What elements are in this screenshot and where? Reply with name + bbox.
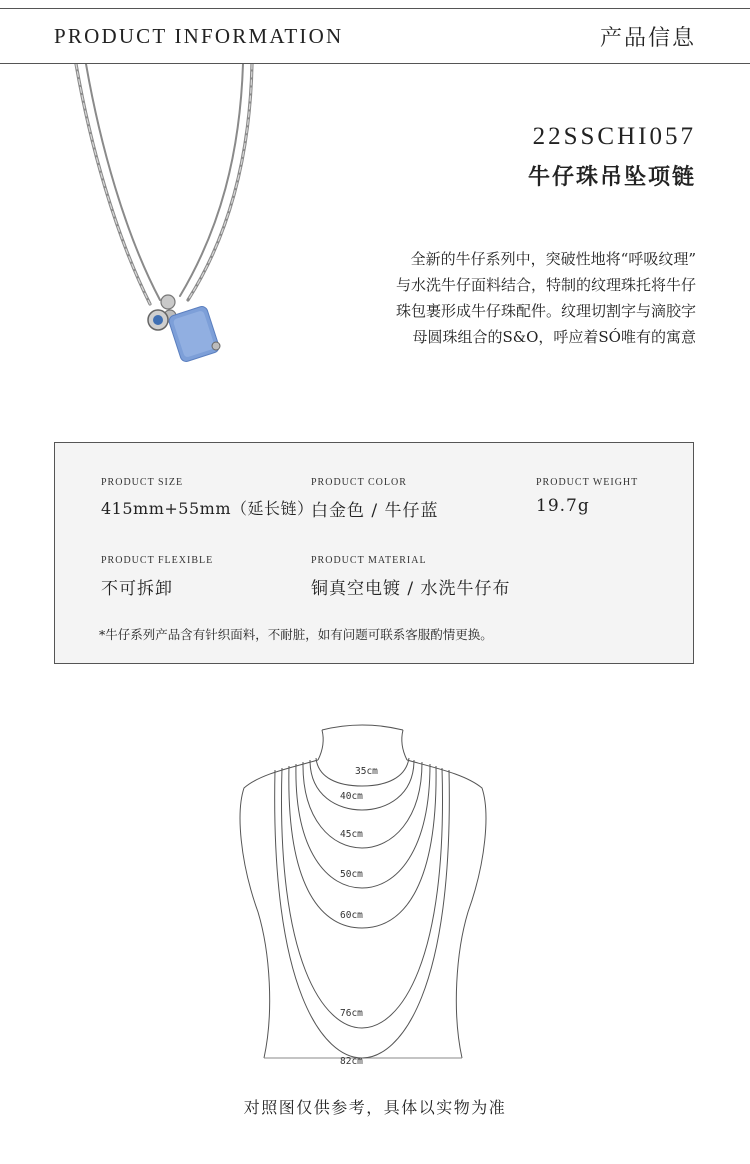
spec-flexible	[101, 555, 213, 599]
spec-weight	[536, 477, 638, 516]
description-line: 珠包裹形成牛仔珠配件。纹理切割字与滴胶字	[395, 302, 696, 320]
spec-color	[311, 477, 439, 521]
length-label: 76cm	[340, 1008, 363, 1019]
length-label: 60cm	[340, 910, 363, 921]
spec-size	[101, 477, 314, 519]
length-label: 35cm	[355, 766, 378, 777]
header-title-cn: 产品信息	[599, 26, 696, 51]
spec-size-value: 415mm+55mm（延长链）	[101, 499, 314, 518]
description-line: 与水洗牛仔面料结合，特制的纹理珠托将牛仔	[395, 276, 696, 294]
necklace-image	[60, 64, 280, 384]
spec-flexible-label: PRODUCT FLEXIBLE	[101, 555, 214, 566]
spec-material-value: 铜真空电镀 / 水洗牛仔布	[311, 579, 511, 599]
header-bar	[0, 8, 750, 64]
product-code: 22SSCHI057	[532, 123, 696, 150]
length-label: 82cm	[340, 1056, 363, 1067]
spec-material	[311, 555, 511, 599]
length-label: 40cm	[340, 791, 363, 802]
spec-weight-value: 19.7g	[536, 496, 590, 516]
spec-size-label: PRODUCT SIZE	[101, 477, 184, 488]
length-chart	[230, 722, 520, 1070]
product-name: 牛仔珠吊坠项链	[527, 164, 696, 190]
length-label: 50cm	[340, 869, 363, 880]
spec-material-label: PRODUCT MATERIAL	[311, 555, 427, 566]
product-description	[336, 246, 696, 350]
length-label: 45cm	[340, 829, 363, 840]
spec-color-value: 白金色 / 牛仔蓝	[311, 501, 439, 521]
reference-caption: 对照图仅供参考，具体以实物为准	[243, 1098, 507, 1117]
spec-color-label: PRODUCT COLOR	[311, 477, 407, 488]
description-line: 全新的牛仔系列中，突破性地将“呼吸纹理”	[410, 250, 696, 268]
care-note: *牛仔系列产品含有针织面料，不耐脏，如有问题可联系客服酌情更换。	[99, 627, 493, 642]
description-line: 母圆珠组合的S&O，呼应着SÓ唯有的寓意	[412, 328, 696, 346]
header-title-en: PRODUCT INFORMATION	[54, 24, 344, 48]
spec-weight-label: PRODUCT WEIGHT	[536, 477, 639, 488]
pendant-cluster-icon	[148, 295, 220, 363]
spec-flexible-value: 不可拆卸	[101, 579, 173, 599]
spec-box	[54, 442, 694, 664]
